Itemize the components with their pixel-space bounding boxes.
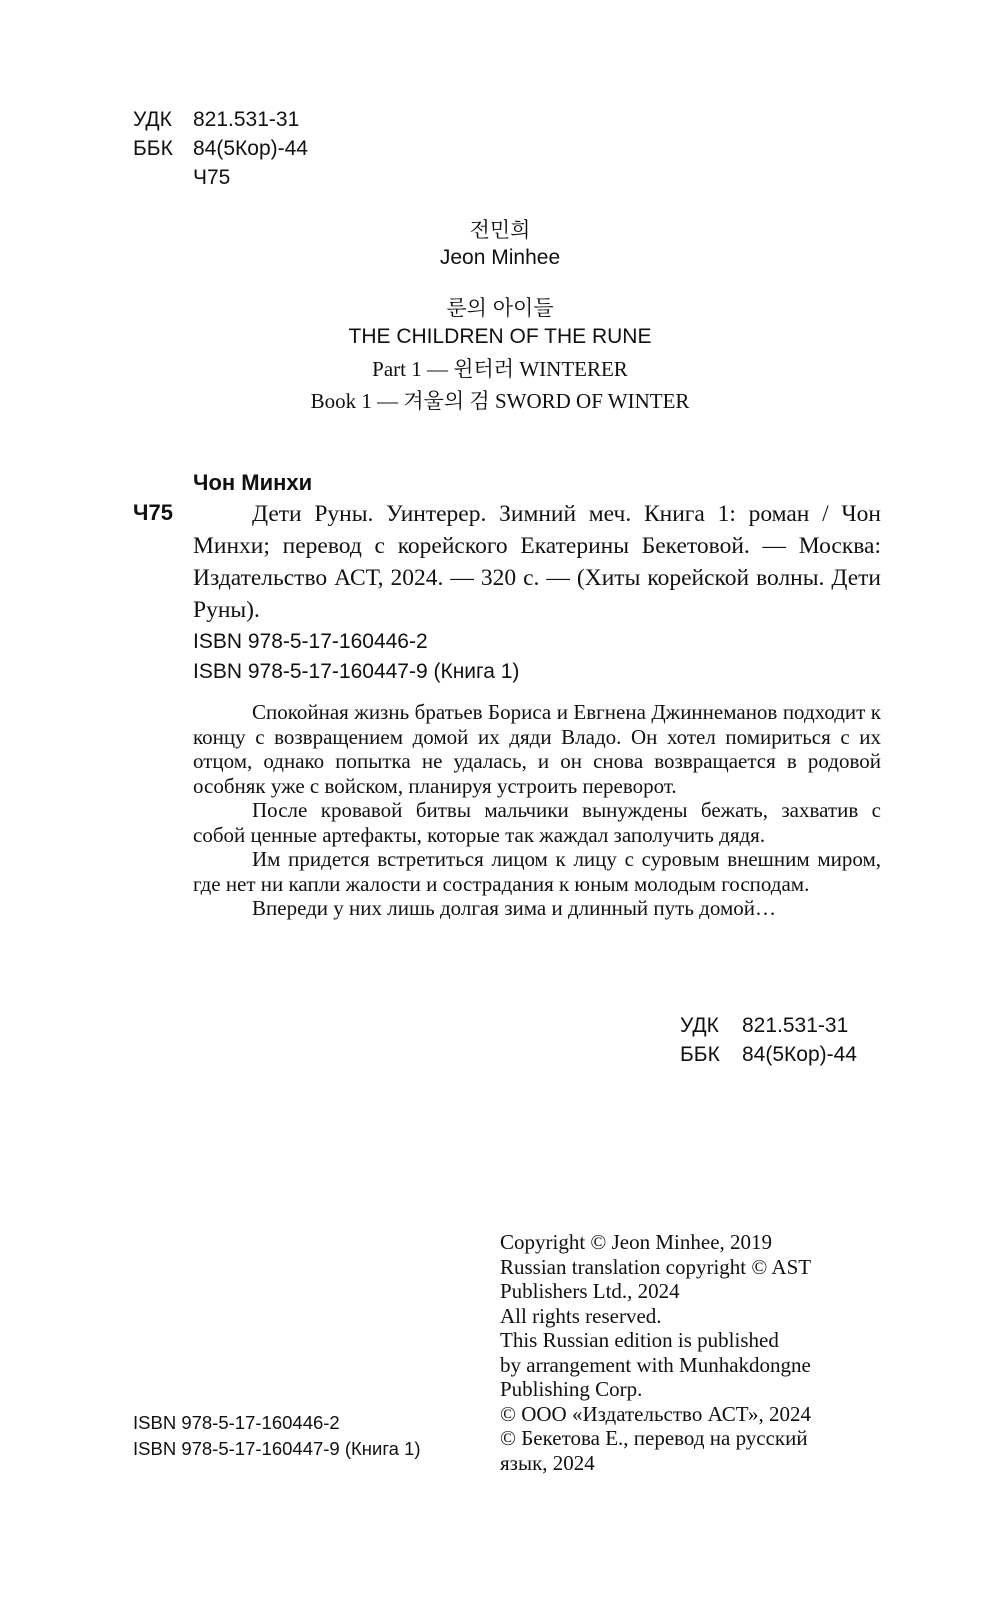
udk-label: УДК — [133, 108, 172, 131]
bbk-label: ББК — [680, 1043, 720, 1066]
catalog-isbn-2: ISBN 978-5-17-160447-9 (Книга 1) — [193, 660, 520, 683]
author-code: Ч75 — [193, 166, 231, 189]
annotation-paragraph: Впереди у них лишь долгая зима и длинный путь домой… — [252, 896, 776, 920]
udk-value: 821.531-31 — [742, 1014, 849, 1037]
isbn-line: ISBN 978-5-17-160447-9 (Книга 1) — [133, 1438, 421, 1459]
author-latin: Jeon Minhee — [439, 246, 561, 269]
bbk-label: ББК — [133, 137, 173, 160]
bbk-value: 84(5Кор)-44 — [193, 137, 308, 160]
bbk-line-bottom — [680, 1041, 857, 1069]
catalog-isbn-1: ISBN 978-5-17-160446-2 — [193, 630, 428, 653]
author-code-line-top — [133, 164, 230, 192]
copyright-block — [500, 1230, 890, 1475]
catalog-author: Чон Минхи — [193, 470, 313, 495]
annotation-paragraph: Спокойная жизнь братьев Бориса и Евгнена Джиннеманов подходит к концу с возвращением домой их дяди Владо. Он хотел помириться с их отцом, однако попытка не удалась, и он снова возвращается в родовой особняк уже с войском, планируя устроить переворот. — [193, 700, 881, 798]
annotation-paragraph: После кровавой битвы мальчики вынуждены бежать, захватив с собой ценные артефакты, которые так жаждал заполучить дядя. — [193, 798, 881, 847]
udk-line-top — [133, 106, 299, 134]
copyright-line: Copyright © Jeon Minhee, 2019 — [500, 1230, 773, 1254]
copyright-line: All rights reserved. — [500, 1303, 662, 1328]
copyright-line: Publishing Corp. — [500, 1377, 643, 1401]
bbk-line-top — [133, 135, 308, 163]
copyright-line: by arrangement with Munhakdongne — [500, 1352, 811, 1377]
isbn-block-bottom — [133, 1410, 421, 1462]
catalog-code: Ч75 — [133, 500, 173, 525]
copyright-line: © Бекетова Е., перевод на русский — [500, 1426, 808, 1450]
book-line: Book 1 — 겨울의 검 SWORD OF WINTER — [310, 389, 690, 413]
udk-value: 821.531-31 — [193, 108, 300, 131]
part-line: Part 1 — 윈터러 WINTERER — [372, 357, 628, 381]
copyright-line: Publishers Ltd., 2024 — [500, 1279, 680, 1303]
author-korean: 전민희 — [469, 219, 531, 242]
series-english: THE CHILDREN OF THE RUNE — [348, 325, 652, 348]
isbn-line: ISBN 978-5-17-160446-2 — [133, 1412, 340, 1433]
copyright-line: язык, 2024 — [500, 1450, 595, 1475]
bbk-value: 84(5Кор)-44 — [742, 1043, 857, 1066]
udk-line-bottom — [680, 1012, 848, 1040]
annotation-paragraph: Им придется встретиться лицом к лицу с суровым внешним миром, где нет ни капли жалости и сострадания к юным молодым господам. — [193, 847, 881, 896]
copyright-line: This Russian edition is published — [500, 1328, 779, 1352]
bibliographic-description: Дети Руны. Уинтерер. Зимний меч. Книга 1: роман / Чон Минхи; перевод с корейского Екатерины Бекетовой. — Москва: Издательство АСТ, 2024. — 320 с. — (Хиты корейской волны. Дети Руны). — [193, 501, 881, 623]
series-korean: 룬의 아이들 — [446, 297, 554, 320]
copyright-line: © ООО «Издательство АСТ», 2024 — [500, 1401, 811, 1426]
annotation — [193, 700, 881, 921]
copyright-line: Russian translation copyright © AST — [500, 1254, 812, 1279]
udk-label: УДК — [680, 1014, 719, 1037]
